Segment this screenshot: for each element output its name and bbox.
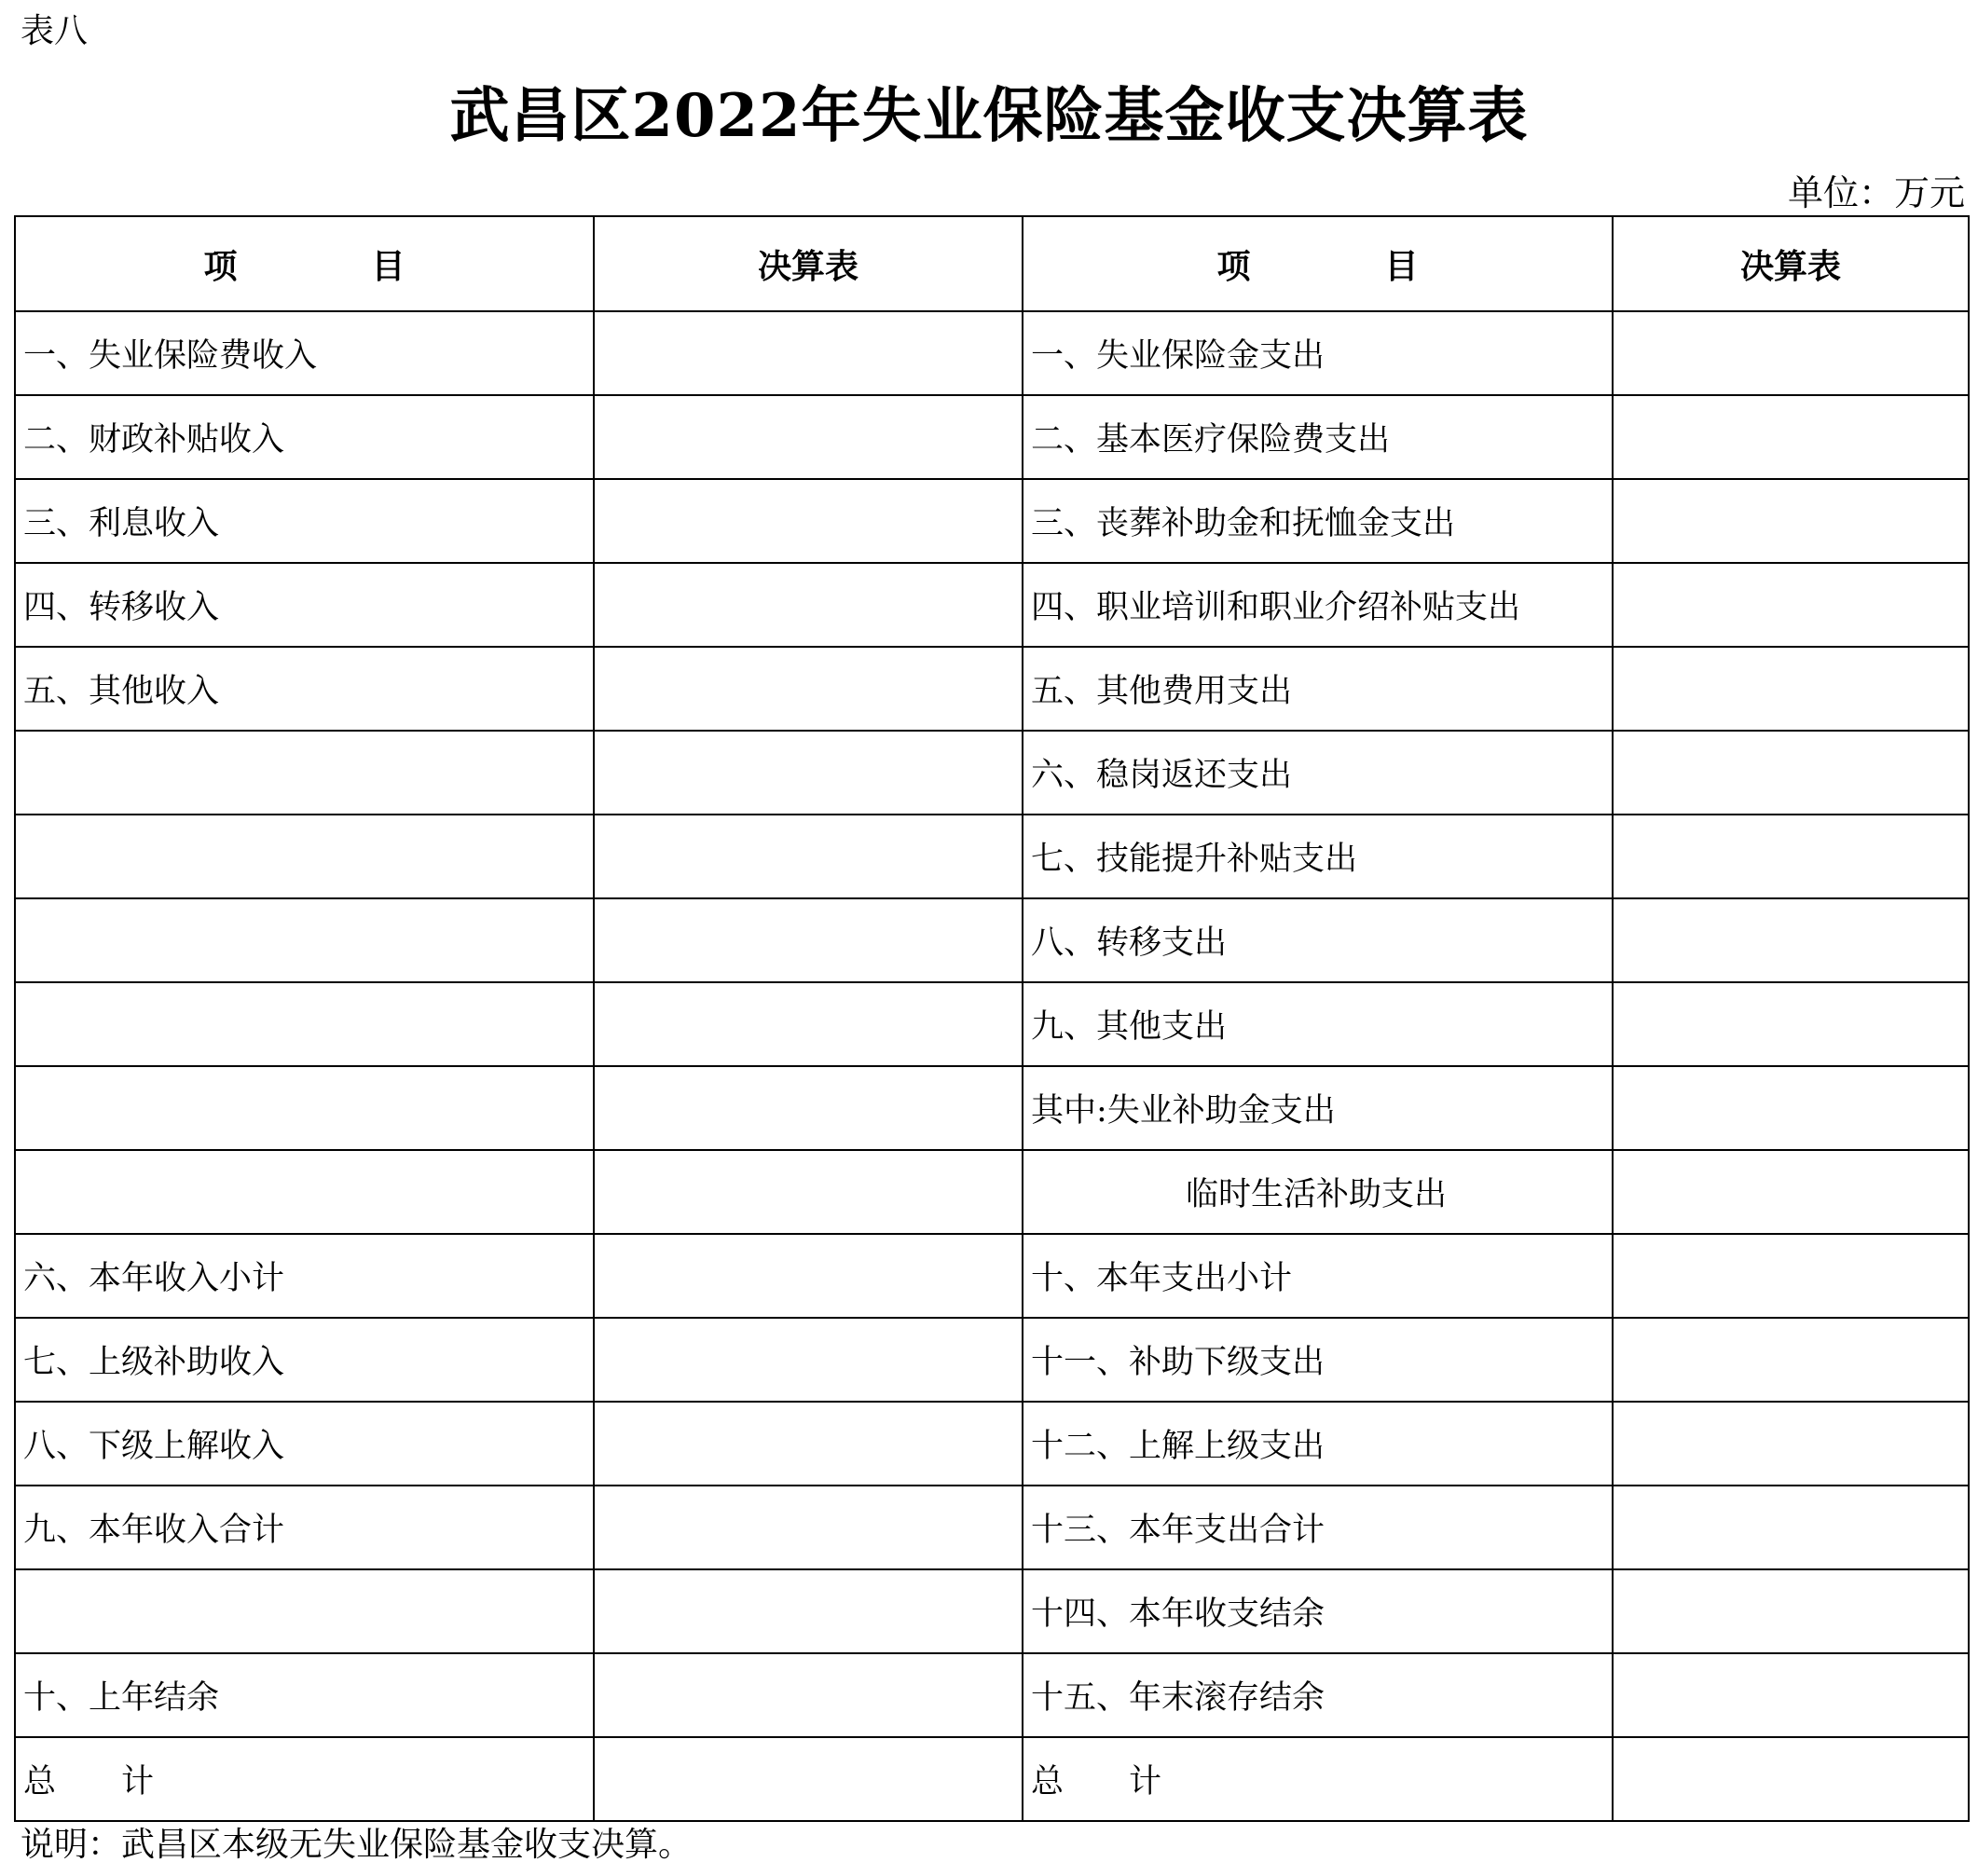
expense-item-cell: 六、稳岗返还支出 <box>1023 731 1613 815</box>
income-item-cell: 一、失业保险费收入 <box>15 311 594 395</box>
table-row <box>15 1066 1969 1150</box>
footnote: 说明：武昌区本级无失业保险基金收支决算。 <box>21 1826 693 1864</box>
totals-row <box>15 1737 1969 1821</box>
page-title: 武昌区2022年失业保险基金收支决算表 <box>449 81 1529 151</box>
total-income-label: 总 计 <box>15 1737 594 1821</box>
income-item-cell: 十、上年结余 <box>15 1653 594 1737</box>
expense-item-cell: 临时生活补助支出 <box>1023 1150 1613 1234</box>
table-row <box>15 479 1969 563</box>
table-row <box>15 731 1969 815</box>
expense-value-cell <box>1613 1569 1969 1653</box>
expense-value-cell <box>1613 982 1969 1066</box>
income-item-cell: 四、转移收入 <box>15 563 594 647</box>
income-value-cell <box>594 1318 1023 1402</box>
table-row <box>15 1486 1969 1569</box>
income-value-cell <box>594 647 1023 731</box>
expense-item-cell: 七、技能提升补贴支出 <box>1023 815 1613 898</box>
expense-value-cell <box>1613 395 1969 479</box>
income-item-cell <box>15 1066 594 1150</box>
expense-value-cell <box>1613 898 1969 982</box>
table-row <box>15 1569 1969 1653</box>
income-item-cell: 二、财政补贴收入 <box>15 395 594 479</box>
expense-value-cell <box>1613 815 1969 898</box>
header-income-amount: 决算表 <box>594 216 1023 311</box>
expense-value-cell <box>1613 1653 1969 1737</box>
expense-value-cell <box>1613 1318 1969 1402</box>
income-item-cell <box>15 815 594 898</box>
total-expense-value <box>1613 1737 1969 1821</box>
expense-item-cell: 八、转移支出 <box>1023 898 1613 982</box>
income-value-cell <box>594 1066 1023 1150</box>
expense-item-cell: 五、其他费用支出 <box>1023 647 1613 731</box>
income-item-cell <box>15 898 594 982</box>
table-tag: 表八 <box>21 12 89 50</box>
income-item-cell: 五、其他收入 <box>15 647 594 731</box>
table-row <box>15 1402 1969 1486</box>
income-item-cell: 三、利息收入 <box>15 479 594 563</box>
header-income-item: 项 目 <box>15 216 594 311</box>
expense-item-cell: 十一、补助下级支出 <box>1023 1318 1613 1402</box>
expense-value-cell <box>1613 1150 1969 1234</box>
income-item-cell <box>15 982 594 1066</box>
total-expense-label: 总 计 <box>1023 1737 1613 1821</box>
table-row <box>15 563 1969 647</box>
income-item-cell: 七、上级补助收入 <box>15 1318 594 1402</box>
expense-item-cell: 十五、年末滚存结余 <box>1023 1653 1613 1737</box>
budget-table <box>14 215 1970 1822</box>
expense-value-cell <box>1613 311 1969 395</box>
income-value-cell <box>594 395 1023 479</box>
expense-value-cell <box>1613 1486 1969 1569</box>
header-expense-item: 项 目 <box>1023 216 1613 311</box>
expense-item-cell: 十四、本年收支结余 <box>1023 1569 1613 1653</box>
expense-item-cell: 九、其他支出 <box>1023 982 1613 1066</box>
expense-item-cell: 十三、本年支出合计 <box>1023 1486 1613 1569</box>
income-item-cell: 六、本年收入小计 <box>15 1234 594 1318</box>
expense-value-cell <box>1613 563 1969 647</box>
expense-value-cell <box>1613 1402 1969 1486</box>
income-value-cell <box>594 311 1023 395</box>
income-item-cell: 九、本年收入合计 <box>15 1486 594 1569</box>
income-value-cell <box>594 982 1023 1066</box>
income-item-cell <box>15 1569 594 1653</box>
table-row <box>15 898 1969 982</box>
header-row <box>15 216 1969 311</box>
income-value-cell <box>594 731 1023 815</box>
expense-item-cell: 三、丧葬补助金和抚恤金支出 <box>1023 479 1613 563</box>
income-value-cell <box>594 563 1023 647</box>
table-row <box>15 395 1969 479</box>
expense-value-cell <box>1613 731 1969 815</box>
income-item-cell <box>15 731 594 815</box>
table-row <box>15 1234 1969 1318</box>
expense-item-cell: 十、本年支出小计 <box>1023 1234 1613 1318</box>
expense-value-cell <box>1613 1234 1969 1318</box>
expense-value-cell <box>1613 479 1969 563</box>
table-row <box>15 311 1969 395</box>
income-value-cell <box>594 1569 1023 1653</box>
table-row <box>15 1150 1969 1234</box>
unit-label: 单位：万元 <box>1787 172 1965 213</box>
income-value-cell <box>594 1402 1023 1486</box>
expense-value-cell <box>1613 647 1969 731</box>
table-row <box>15 815 1969 898</box>
table-body <box>15 311 1969 1821</box>
income-value-cell <box>594 1486 1023 1569</box>
income-item-cell <box>15 1150 594 1234</box>
header-expense-amount: 决算表 <box>1613 216 1969 311</box>
income-value-cell <box>594 1234 1023 1318</box>
income-value-cell <box>594 1150 1023 1234</box>
expense-value-cell <box>1613 1066 1969 1150</box>
income-item-cell: 八、下级上解收入 <box>15 1402 594 1486</box>
table-row <box>15 1653 1969 1737</box>
table-row <box>15 647 1969 731</box>
income-value-cell <box>594 1653 1023 1737</box>
expense-item-cell: 其中:失业补助金支出 <box>1023 1066 1613 1150</box>
income-value-cell <box>594 898 1023 982</box>
expense-item-cell: 四、职业培训和职业介绍补贴支出 <box>1023 563 1613 647</box>
income-value-cell <box>594 479 1023 563</box>
total-income-value <box>594 1737 1023 1821</box>
expense-item-cell: 二、基本医疗保险费支出 <box>1023 395 1613 479</box>
table-row <box>15 1318 1969 1402</box>
income-value-cell <box>594 815 1023 898</box>
expense-item-cell: 一、失业保险金支出 <box>1023 311 1613 395</box>
expense-item-cell: 十二、上解上级支出 <box>1023 1402 1613 1486</box>
table-row <box>15 982 1969 1066</box>
